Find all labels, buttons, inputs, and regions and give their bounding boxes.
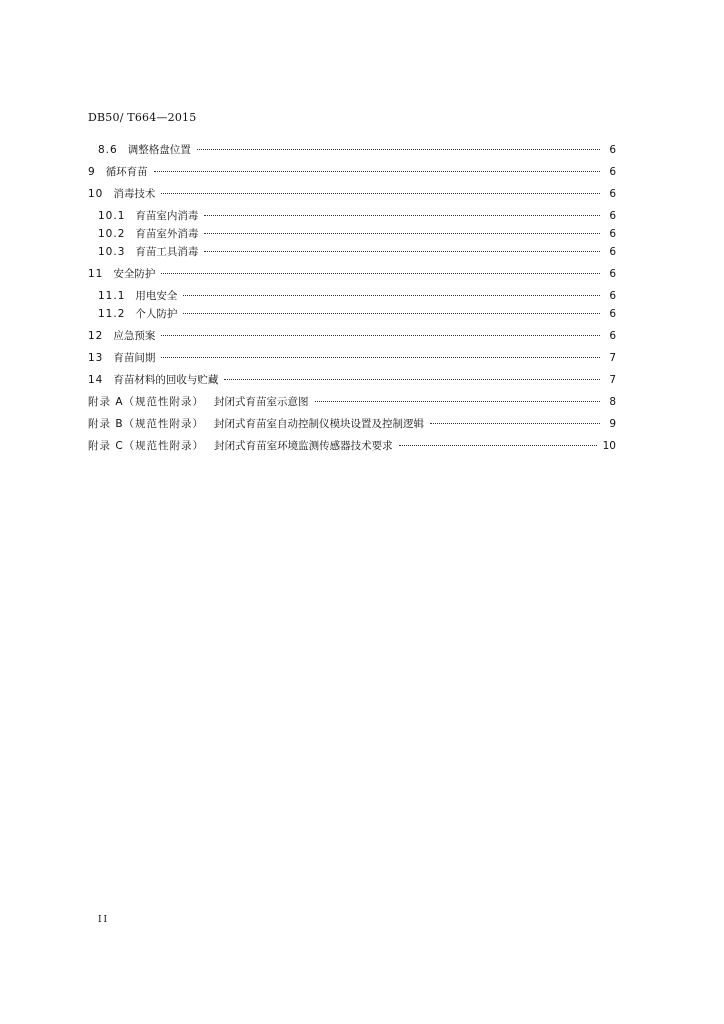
toc-entry-title: 应急预案 bbox=[113, 330, 156, 342]
toc-entry[interactable] bbox=[88, 226, 616, 242]
toc-entry-number: 11.1 bbox=[98, 290, 126, 302]
toc-entry[interactable] bbox=[88, 438, 616, 454]
toc-entry-number: 8.6 bbox=[98, 144, 118, 156]
toc-entry-title: 育苗间期 bbox=[113, 352, 156, 364]
toc-entry-number: 附录 A（规范性附录） bbox=[88, 396, 205, 408]
toc-entry-page: 9 bbox=[609, 418, 616, 430]
toc-entry[interactable] bbox=[88, 372, 616, 388]
toc-dot-leader bbox=[204, 251, 600, 252]
toc-entry-title: 安全防护 bbox=[113, 268, 156, 280]
toc-entry-number: 13 bbox=[88, 352, 104, 364]
toc-dot-leader bbox=[399, 445, 597, 446]
document-code-header: DB50/ T664—2015 bbox=[88, 111, 197, 124]
toc-entry-number: 10.1 bbox=[98, 210, 126, 222]
page-number-roman: II bbox=[98, 915, 110, 925]
toc-entry-title: 用电安全 bbox=[135, 290, 178, 302]
toc-entry-page: 7 bbox=[609, 352, 616, 364]
toc-entry[interactable] bbox=[88, 350, 616, 366]
toc-dot-leader bbox=[183, 313, 600, 314]
toc-entry-number: 附录 B（规范性附录） bbox=[88, 418, 205, 430]
toc-entry-page: 6 bbox=[609, 268, 616, 280]
toc-entry-title: 育苗室外消毒 bbox=[135, 228, 199, 240]
toc-entry-page: 6 bbox=[609, 290, 616, 302]
toc-entry-page: 6 bbox=[609, 188, 616, 200]
toc-entry-number: 12 bbox=[88, 330, 104, 342]
toc-dot-leader bbox=[197, 149, 600, 150]
toc-entry-title: 调整格盘位置 bbox=[127, 144, 191, 156]
toc-dot-leader bbox=[161, 193, 600, 194]
toc-dot-leader bbox=[204, 233, 600, 234]
toc-entry[interactable] bbox=[88, 142, 616, 158]
toc-entry-page: 6 bbox=[609, 166, 616, 178]
toc-entry-title: 循环育苗 bbox=[105, 166, 148, 178]
toc-entry-page: 6 bbox=[609, 308, 616, 320]
toc-dot-leader bbox=[161, 273, 600, 274]
toc-dot-leader bbox=[161, 357, 600, 358]
toc-entry-number: 9 bbox=[88, 166, 96, 178]
toc-entry[interactable] bbox=[88, 208, 616, 224]
toc-entry-number: 14 bbox=[88, 374, 104, 386]
toc-entry[interactable] bbox=[88, 416, 616, 432]
toc-entry-title: 封闭式育苗室示意图 bbox=[214, 396, 309, 408]
toc-entry[interactable] bbox=[88, 164, 616, 180]
toc-entry-number: 11.2 bbox=[98, 308, 126, 320]
toc-dot-leader bbox=[161, 335, 600, 336]
toc-entry[interactable] bbox=[88, 266, 616, 282]
toc-entry-page: 6 bbox=[609, 330, 616, 342]
toc-entry-title: 封闭式育苗室自动控制仪模块设置及控制逻辑 bbox=[214, 418, 425, 430]
toc-entry-number: 10 bbox=[88, 188, 104, 200]
toc-entry-title: 育苗工具消毒 bbox=[135, 246, 199, 258]
toc-entry-number: 11 bbox=[88, 268, 104, 280]
toc-entry[interactable] bbox=[88, 328, 616, 344]
toc-entry-page: 6 bbox=[609, 228, 616, 240]
toc-entry-page: 10 bbox=[602, 440, 616, 452]
toc-entry[interactable] bbox=[88, 306, 616, 322]
toc-entry[interactable] bbox=[88, 394, 616, 410]
toc-entry-page: 6 bbox=[609, 210, 616, 222]
toc-dot-leader bbox=[315, 401, 600, 402]
toc-entry-title: 消毒技术 bbox=[113, 188, 156, 200]
toc-entry-title: 育苗材料的回收与贮藏 bbox=[113, 374, 219, 386]
toc-dot-leader bbox=[183, 295, 600, 296]
toc-entry-number: 10.2 bbox=[98, 228, 126, 240]
toc-entry-title: 育苗室内消毒 bbox=[135, 210, 199, 222]
toc-dot-leader bbox=[204, 215, 600, 216]
toc-dot-leader bbox=[430, 423, 600, 424]
toc-entry-title: 个人防护 bbox=[135, 308, 178, 320]
toc-dot-leader bbox=[224, 379, 600, 380]
toc-entry-page: 6 bbox=[609, 246, 616, 258]
toc-entry[interactable] bbox=[88, 288, 616, 304]
toc-entry-number: 10.3 bbox=[98, 246, 126, 258]
toc-entry-title: 封闭式育苗室环境监测传感器技术要求 bbox=[214, 440, 393, 452]
toc-entry-page: 7 bbox=[609, 374, 616, 386]
toc-dot-leader bbox=[154, 171, 600, 172]
toc-entry-page: 6 bbox=[609, 144, 616, 156]
toc-entry[interactable] bbox=[88, 244, 616, 260]
toc-entry-number: 附录 C（规范性附录） bbox=[88, 440, 205, 452]
toc-entry[interactable] bbox=[88, 186, 616, 202]
toc-entry-page: 8 bbox=[609, 396, 616, 408]
